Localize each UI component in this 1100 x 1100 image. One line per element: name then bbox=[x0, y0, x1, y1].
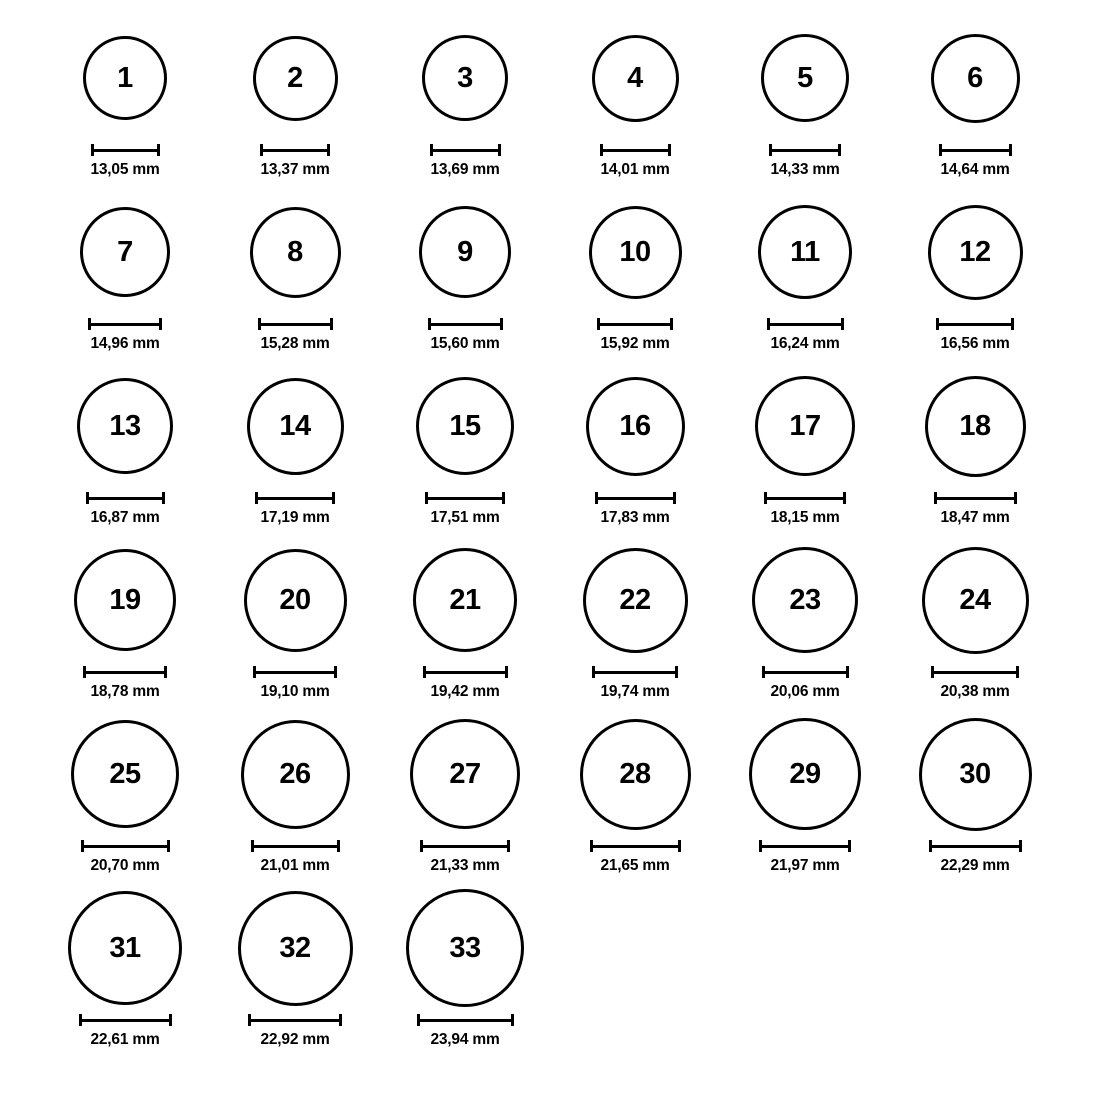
ring-diameter-label: 17,19 mm bbox=[260, 509, 330, 526]
ruler-cap-right bbox=[159, 318, 162, 330]
ring-circle-wrap bbox=[250, 192, 341, 312]
ruler-cap-left bbox=[934, 492, 937, 504]
ruler-cap-right bbox=[1014, 492, 1017, 504]
ruler-cap-right bbox=[334, 666, 337, 678]
ruler-bar bbox=[428, 323, 503, 326]
ruler-cap-left bbox=[764, 492, 767, 504]
ring-circle bbox=[919, 718, 1032, 831]
ruler-cap-left bbox=[931, 666, 934, 678]
ruler-cap-right bbox=[337, 840, 340, 852]
ring-diameter-label: 21,01 mm bbox=[260, 857, 330, 874]
ring-size-number: 20 bbox=[279, 583, 311, 616]
ring-circle bbox=[74, 549, 176, 651]
ruler-cap-left bbox=[762, 666, 765, 678]
ring-circle bbox=[592, 35, 679, 122]
ruler-cap-left bbox=[248, 1014, 251, 1026]
ring-circle-wrap bbox=[241, 714, 350, 834]
ring-circle-wrap bbox=[74, 540, 176, 660]
ruler-cap-left bbox=[936, 318, 939, 330]
ring-diameter-label: 19,74 mm bbox=[600, 683, 670, 700]
ruler-cap-left bbox=[420, 840, 423, 852]
ruler-cap-left bbox=[417, 1014, 420, 1026]
ring-size-number: 12 bbox=[959, 235, 991, 268]
ring-diameter-label: 20,38 mm bbox=[940, 683, 1010, 700]
ruler-cap-left bbox=[597, 318, 600, 330]
ring-size-number: 13 bbox=[109, 409, 141, 442]
ring-circle bbox=[755, 376, 855, 476]
ruler-bar bbox=[248, 1019, 342, 1022]
ring-diameter-ruler bbox=[769, 144, 841, 155]
ring-circle-wrap bbox=[83, 18, 167, 138]
ring-circle bbox=[758, 205, 852, 299]
ruler-bar bbox=[762, 671, 849, 674]
ring-diameter-ruler bbox=[428, 318, 503, 329]
ruler-cap-left bbox=[88, 318, 91, 330]
ring-circle bbox=[749, 718, 861, 830]
ring-diameter-ruler bbox=[88, 318, 162, 329]
ruler-bar bbox=[423, 671, 508, 674]
ruler-cap-left bbox=[253, 666, 256, 678]
ring-diameter-ruler bbox=[931, 666, 1019, 677]
ruler-bar bbox=[251, 845, 340, 848]
ring-size-item bbox=[890, 540, 1060, 714]
ring-diameter-ruler bbox=[430, 144, 501, 155]
ruler-cap-right bbox=[327, 144, 330, 156]
ring-circle bbox=[925, 376, 1026, 477]
ruler-cap-left bbox=[767, 318, 770, 330]
ring-diameter-label: 18,15 mm bbox=[770, 509, 840, 526]
ring-circle bbox=[419, 206, 511, 298]
ring-size-number: 32 bbox=[279, 931, 311, 964]
ring-size-item bbox=[40, 540, 210, 714]
ring-diameter-label: 20,06 mm bbox=[770, 683, 840, 700]
ruler-cap-left bbox=[258, 318, 261, 330]
ruler-cap-left bbox=[428, 318, 431, 330]
ruler-cap-right bbox=[507, 840, 510, 852]
ruler-cap-right bbox=[1009, 144, 1012, 156]
ring-size-item bbox=[890, 192, 1060, 366]
ring-size-item bbox=[550, 540, 720, 714]
ruler-bar bbox=[590, 845, 681, 848]
ring-size-number: 3 bbox=[457, 61, 473, 94]
ring-circle-wrap bbox=[919, 714, 1032, 834]
ring-circle bbox=[250, 207, 341, 298]
ring-size-number: 16 bbox=[619, 409, 651, 442]
ring-size-item bbox=[550, 192, 720, 366]
ruler-cap-left bbox=[590, 840, 593, 852]
ring-diameter-ruler bbox=[423, 666, 508, 677]
ruler-cap-left bbox=[425, 492, 428, 504]
ring-circle-wrap bbox=[583, 540, 688, 660]
ruler-cap-left bbox=[595, 492, 598, 504]
ruler-bar bbox=[939, 149, 1012, 152]
ring-circle-wrap bbox=[928, 192, 1023, 312]
ruler-cap-right bbox=[675, 666, 678, 678]
ring-diameter-label: 21,65 mm bbox=[600, 857, 670, 874]
ring-circle bbox=[244, 549, 347, 652]
ruler-bar bbox=[91, 149, 160, 152]
ruler-cap-left bbox=[600, 144, 603, 156]
ring-diameter-label: 13,69 mm bbox=[430, 161, 500, 178]
ruler-cap-left bbox=[769, 144, 772, 156]
ring-diameter-ruler bbox=[253, 666, 337, 677]
ring-size-number: 10 bbox=[619, 235, 651, 268]
ring-diameter-label: 13,37 mm bbox=[260, 161, 330, 178]
ring-diameter-label: 22,61 mm bbox=[90, 1031, 160, 1048]
ring-circle bbox=[238, 891, 353, 1006]
ring-diameter-ruler bbox=[251, 840, 340, 851]
ring-circle bbox=[83, 36, 167, 120]
ring-circle-wrap bbox=[922, 540, 1029, 660]
ruler-cap-right bbox=[843, 492, 846, 504]
ring-size-number: 2 bbox=[287, 61, 303, 94]
ring-circle-wrap bbox=[758, 192, 852, 312]
ring-diameter-ruler bbox=[590, 840, 681, 851]
ruler-bar bbox=[417, 1019, 514, 1022]
ring-diameter-label: 18,47 mm bbox=[940, 509, 1010, 526]
ring-diameter-ruler bbox=[420, 840, 510, 851]
ruler-cap-right bbox=[668, 144, 671, 156]
ruler-cap-left bbox=[592, 666, 595, 678]
ruler-cap-left bbox=[79, 1014, 82, 1026]
ring-diameter-label: 23,94 mm bbox=[430, 1031, 500, 1048]
ring-size-number: 19 bbox=[109, 583, 141, 616]
ring-circle-wrap bbox=[592, 18, 679, 138]
ring-diameter-ruler bbox=[939, 144, 1012, 155]
ruler-cap-right bbox=[500, 318, 503, 330]
ring-size-number: 27 bbox=[449, 757, 481, 790]
ring-circle bbox=[406, 889, 524, 1007]
ruler-bar bbox=[759, 845, 851, 848]
ruler-cap-right bbox=[1019, 840, 1022, 852]
ring-size-number: 23 bbox=[789, 583, 821, 616]
ring-size-number: 15 bbox=[449, 409, 481, 442]
ring-diameter-label: 15,28 mm bbox=[260, 335, 330, 352]
ring-circle-wrap bbox=[77, 366, 173, 486]
ruler-bar bbox=[430, 149, 501, 152]
ring-circle-wrap bbox=[71, 714, 179, 834]
ruler-bar bbox=[83, 671, 167, 674]
ruler-cap-right bbox=[838, 144, 841, 156]
ring-size-item bbox=[380, 366, 550, 540]
ring-size-item bbox=[210, 714, 380, 888]
ring-circle bbox=[931, 34, 1020, 123]
ring-circle-wrap bbox=[925, 366, 1026, 486]
ring-size-number: 25 bbox=[109, 757, 141, 790]
ring-circle bbox=[752, 547, 858, 653]
ring-diameter-label: 18,78 mm bbox=[90, 683, 160, 700]
ruler-cap-right bbox=[1011, 318, 1014, 330]
ring-diameter-label: 17,83 mm bbox=[600, 509, 670, 526]
ring-circle-wrap bbox=[244, 540, 347, 660]
ring-circle-wrap bbox=[755, 366, 855, 486]
ruler-cap-left bbox=[86, 492, 89, 504]
ring-size-item bbox=[380, 192, 550, 366]
ring-diameter-ruler bbox=[764, 492, 846, 503]
ring-size-item bbox=[720, 540, 890, 714]
ring-diameter-label: 16,87 mm bbox=[90, 509, 160, 526]
ring-circle bbox=[922, 547, 1029, 654]
ring-size-item bbox=[550, 18, 720, 192]
ring-size-item bbox=[890, 18, 1060, 192]
ruler-bar bbox=[592, 671, 678, 674]
ring-diameter-ruler bbox=[86, 492, 165, 503]
ring-diameter-ruler bbox=[79, 1014, 172, 1025]
ruler-cap-right bbox=[846, 666, 849, 678]
ring-size-number: 5 bbox=[797, 61, 813, 94]
ring-circle bbox=[761, 34, 849, 122]
ring-size-number: 30 bbox=[959, 757, 991, 790]
ruler-cap-right bbox=[841, 318, 844, 330]
ring-circle bbox=[71, 720, 179, 828]
ring-diameter-ruler bbox=[91, 144, 160, 155]
ruler-cap-right bbox=[164, 666, 167, 678]
ring-circle bbox=[589, 206, 682, 299]
ruler-cap-right bbox=[673, 492, 676, 504]
ruler-cap-right bbox=[167, 840, 170, 852]
ruler-bar bbox=[79, 1019, 172, 1022]
ring-diameter-label: 14,64 mm bbox=[940, 161, 1010, 178]
ruler-cap-right bbox=[162, 492, 165, 504]
ruler-bar bbox=[255, 497, 335, 500]
ring-circle-wrap bbox=[580, 714, 691, 834]
ring-circle bbox=[928, 205, 1023, 300]
ring-diameter-label: 21,97 mm bbox=[770, 857, 840, 874]
ruler-cap-right bbox=[330, 318, 333, 330]
ring-diameter-ruler bbox=[762, 666, 849, 677]
ring-diameter-label: 22,29 mm bbox=[940, 857, 1010, 874]
ring-diameter-label: 19,10 mm bbox=[260, 683, 330, 700]
ring-circle bbox=[253, 36, 338, 121]
ring-diameter-label: 14,96 mm bbox=[90, 335, 160, 352]
ring-diameter-ruler bbox=[929, 840, 1022, 851]
ring-diameter-label: 17,51 mm bbox=[430, 509, 500, 526]
ring-size-number: 33 bbox=[449, 931, 481, 964]
ring-size-item bbox=[720, 366, 890, 540]
ring-circle bbox=[410, 719, 520, 829]
ring-diameter-ruler bbox=[255, 492, 335, 503]
ring-circle bbox=[583, 548, 688, 653]
ruler-bar bbox=[597, 323, 673, 326]
ruler-bar bbox=[769, 149, 841, 152]
ring-diameter-label: 13,05 mm bbox=[90, 161, 160, 178]
ring-diameter-ruler bbox=[592, 666, 678, 677]
ring-diameter-ruler bbox=[83, 666, 167, 677]
ring-circle bbox=[580, 719, 691, 830]
ring-size-item bbox=[550, 366, 720, 540]
ring-size-number: 1 bbox=[117, 61, 133, 94]
ruler-bar bbox=[81, 845, 170, 848]
ruler-cap-left bbox=[430, 144, 433, 156]
ring-size-item bbox=[720, 18, 890, 192]
ruler-cap-left bbox=[423, 666, 426, 678]
ruler-cap-left bbox=[939, 144, 942, 156]
ruler-cap-left bbox=[255, 492, 258, 504]
ruler-cap-right bbox=[670, 318, 673, 330]
ring-circle bbox=[241, 720, 350, 829]
ring-size-number: 8 bbox=[287, 235, 303, 268]
ruler-bar bbox=[929, 845, 1022, 848]
ring-size-item bbox=[40, 714, 210, 888]
ring-size-number: 4 bbox=[627, 61, 643, 94]
ruler-bar bbox=[767, 323, 844, 326]
ruler-bar bbox=[86, 497, 165, 500]
ring-size-number: 14 bbox=[279, 409, 311, 442]
ring-size-number: 6 bbox=[967, 61, 983, 94]
ring-circle-wrap bbox=[749, 714, 861, 834]
ring-circle bbox=[247, 378, 344, 475]
ruler-bar bbox=[253, 671, 337, 674]
ring-size-item bbox=[40, 888, 210, 1062]
ruler-cap-left bbox=[759, 840, 762, 852]
ring-size-item bbox=[40, 18, 210, 192]
ring-diameter-label: 19,42 mm bbox=[430, 683, 500, 700]
ring-diameter-ruler bbox=[600, 144, 671, 155]
ring-circle-wrap bbox=[413, 540, 517, 660]
ring-diameter-ruler bbox=[936, 318, 1014, 329]
ring-diameter-ruler bbox=[260, 144, 330, 155]
ring-size-item bbox=[720, 714, 890, 888]
ring-size-item bbox=[210, 192, 380, 366]
ring-circle-wrap bbox=[416, 366, 514, 486]
ruler-cap-left bbox=[91, 144, 94, 156]
ruler-cap-right bbox=[169, 1014, 172, 1026]
ruler-cap-right bbox=[332, 492, 335, 504]
ruler-bar bbox=[258, 323, 333, 326]
ring-size-number: 17 bbox=[789, 409, 821, 442]
ring-size-number: 21 bbox=[449, 583, 481, 616]
ring-size-number: 11 bbox=[790, 235, 820, 268]
ruler-cap-right bbox=[1016, 666, 1019, 678]
ruler-bar bbox=[420, 845, 510, 848]
ring-circle-wrap bbox=[238, 888, 353, 1008]
ring-size-item bbox=[210, 888, 380, 1062]
ring-circle bbox=[586, 377, 685, 476]
ruler-cap-left bbox=[251, 840, 254, 852]
ring-size-number: 28 bbox=[619, 757, 651, 790]
ring-size-number: 24 bbox=[959, 583, 991, 616]
ruler-cap-right bbox=[502, 492, 505, 504]
ring-size-item bbox=[380, 18, 550, 192]
ring-size-item bbox=[720, 192, 890, 366]
ring-size-number: 26 bbox=[279, 757, 311, 790]
ring-size-item bbox=[380, 540, 550, 714]
ruler-bar bbox=[931, 671, 1019, 674]
ruler-bar bbox=[764, 497, 846, 500]
ring-size-number: 18 bbox=[959, 409, 991, 442]
ruler-bar bbox=[595, 497, 676, 500]
ring-circle-wrap bbox=[406, 888, 524, 1008]
ruler-cap-left bbox=[929, 840, 932, 852]
ring-size-item bbox=[380, 888, 550, 1062]
ring-circle bbox=[422, 35, 508, 121]
ring-diameter-label: 15,60 mm bbox=[430, 335, 500, 352]
ring-size-item bbox=[210, 540, 380, 714]
ring-size-number: 31 bbox=[109, 931, 141, 964]
ring-circle-wrap bbox=[931, 18, 1020, 138]
ruler-cap-right bbox=[511, 1014, 514, 1026]
ruler-bar bbox=[934, 497, 1017, 500]
ring-circle-wrap bbox=[589, 192, 682, 312]
ring-circle-wrap bbox=[422, 18, 508, 138]
ruler-cap-left bbox=[260, 144, 263, 156]
ring-size-item bbox=[40, 192, 210, 366]
ring-diameter-label: 21,33 mm bbox=[430, 857, 500, 874]
ring-circle-wrap bbox=[247, 366, 344, 486]
ruler-cap-right bbox=[498, 144, 501, 156]
ring-diameter-ruler bbox=[934, 492, 1017, 503]
ring-circle-wrap bbox=[586, 366, 685, 486]
ring-diameter-ruler bbox=[248, 1014, 342, 1025]
ring-size-number: 22 bbox=[619, 583, 651, 616]
ring-diameter-ruler bbox=[81, 840, 170, 851]
ruler-bar bbox=[88, 323, 162, 326]
ring-diameter-label: 15,92 mm bbox=[600, 335, 670, 352]
ring-circle-wrap bbox=[253, 18, 338, 138]
ring-circle bbox=[416, 377, 514, 475]
ruler-bar bbox=[936, 323, 1014, 326]
ring-size-item bbox=[890, 366, 1060, 540]
ring-circle-wrap bbox=[761, 18, 849, 138]
ring-circle-wrap bbox=[410, 714, 520, 834]
ring-circle bbox=[68, 891, 182, 1005]
ring-size-number: 7 bbox=[117, 235, 133, 268]
ring-diameter-label: 16,24 mm bbox=[770, 335, 840, 352]
ring-circle bbox=[77, 378, 173, 474]
ruler-cap-left bbox=[81, 840, 84, 852]
ring-diameter-ruler bbox=[425, 492, 505, 503]
ring-diameter-label: 16,56 mm bbox=[940, 335, 1010, 352]
ring-diameter-ruler bbox=[767, 318, 844, 329]
ring-circle-wrap bbox=[80, 192, 170, 312]
ring-size-item bbox=[890, 714, 1060, 888]
ring-size-item bbox=[380, 714, 550, 888]
ruler-cap-right bbox=[505, 666, 508, 678]
ruler-cap-right bbox=[678, 840, 681, 852]
ring-circle bbox=[80, 207, 170, 297]
ring-diameter-ruler bbox=[595, 492, 676, 503]
ruler-cap-left bbox=[83, 666, 86, 678]
ring-diameter-label: 22,92 mm bbox=[260, 1031, 330, 1048]
ruler-cap-right bbox=[848, 840, 851, 852]
ring-diameter-ruler bbox=[417, 1014, 514, 1025]
ring-size-item bbox=[210, 366, 380, 540]
ring-size-item bbox=[210, 18, 380, 192]
ring-circle-wrap bbox=[752, 540, 858, 660]
ring-diameter-ruler bbox=[597, 318, 673, 329]
ring-diameter-ruler bbox=[258, 318, 333, 329]
ring-circle bbox=[413, 548, 517, 652]
ring-size-item bbox=[40, 366, 210, 540]
ruler-cap-right bbox=[157, 144, 160, 156]
ring-circle-wrap bbox=[68, 888, 182, 1008]
ruler-bar bbox=[425, 497, 505, 500]
ring-diameter-label: 14,01 mm bbox=[600, 161, 670, 178]
ring-circle-wrap bbox=[419, 192, 511, 312]
ruler-cap-right bbox=[339, 1014, 342, 1026]
ring-diameter-ruler bbox=[759, 840, 851, 851]
ruler-bar bbox=[600, 149, 671, 152]
ruler-bar bbox=[260, 149, 330, 152]
ring-size-item bbox=[550, 714, 720, 888]
ring-size-grid bbox=[40, 18, 1060, 1062]
ring-diameter-label: 14,33 mm bbox=[770, 161, 840, 178]
ring-diameter-label: 20,70 mm bbox=[90, 857, 160, 874]
ring-size-number: 9 bbox=[457, 235, 473, 268]
ring-size-number: 29 bbox=[789, 757, 821, 790]
